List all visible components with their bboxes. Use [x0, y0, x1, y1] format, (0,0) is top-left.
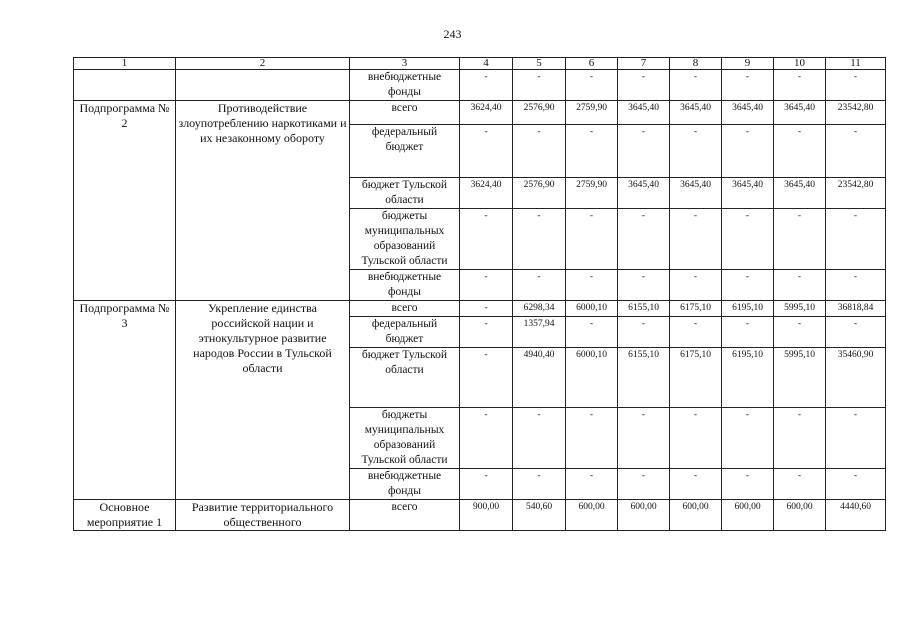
value-cell: 5995,10: [774, 348, 826, 408]
value-cell: -: [566, 469, 618, 500]
program-cell: Подпрограмма № 3: [74, 301, 176, 500]
value-cell: 6175,10: [670, 348, 722, 408]
program-cell-empty: [74, 70, 176, 101]
value-cell: -: [618, 317, 670, 348]
value-cell: 4440,60: [826, 500, 886, 531]
program-cell: Основное мероприятие 1: [74, 500, 176, 531]
value-cell: -: [722, 469, 774, 500]
program-title-cell: Противодействие злоупотреблению наркотиками и их незаконному обороту: [176, 101, 350, 301]
value-cell: 600,00: [670, 500, 722, 531]
value-cell: 6000,10: [566, 301, 618, 317]
value-cell: 5995,10: [774, 301, 826, 317]
value-cell: -: [774, 70, 826, 101]
value-cell: 600,00: [566, 500, 618, 531]
funding-source-cell: федеральный бюджет: [350, 317, 460, 348]
column-number-2: 2: [176, 58, 350, 70]
value-cell: -: [460, 209, 513, 270]
value-cell: 2759,90: [566, 101, 618, 125]
funding-source-cell: всего: [350, 101, 460, 125]
value-cell: -: [670, 209, 722, 270]
column-number-6: 6: [566, 58, 618, 70]
value-cell: 2576,90: [513, 101, 566, 125]
value-cell: 1357,94: [513, 317, 566, 348]
value-cell: 3645,40: [774, 101, 826, 125]
funding-source-cell: всего: [350, 301, 460, 317]
value-cell: -: [460, 408, 513, 469]
value-cell: -: [460, 469, 513, 500]
carry-over-row: [74, 70, 886, 101]
value-cell: 3645,40: [618, 101, 670, 125]
column-number-8: 8: [670, 58, 722, 70]
table-row: [74, 101, 886, 125]
value-cell: -: [566, 125, 618, 178]
value-cell: 3624,40: [460, 101, 513, 125]
funding-source-cell: федеральный бюджет: [350, 125, 460, 178]
value-cell: 35460,90: [826, 348, 886, 408]
value-cell: -: [618, 469, 670, 500]
value-cell: -: [460, 70, 513, 101]
funding-source-cell: бюджеты муниципальных образований Тульской области: [350, 408, 460, 469]
value-cell: -: [722, 270, 774, 301]
value-cell: -: [774, 317, 826, 348]
value-cell: -: [566, 317, 618, 348]
funding-source-cell: бюджеты муниципальных образований Тульской области: [350, 209, 460, 270]
value-cell: -: [774, 469, 826, 500]
value-cell: -: [513, 408, 566, 469]
value-cell: -: [826, 408, 886, 469]
value-cell: 600,00: [618, 500, 670, 531]
funding-source-cell: бюджет Тульской области: [350, 178, 460, 209]
value-cell: 3645,40: [722, 178, 774, 209]
column-number-1: 1: [74, 58, 176, 70]
column-number-10: 10: [774, 58, 826, 70]
value-cell: 3645,40: [618, 178, 670, 209]
value-cell: 900,00: [460, 500, 513, 531]
program-cell: Подпрограмма № 2: [74, 101, 176, 301]
value-cell: -: [513, 125, 566, 178]
value-cell: -: [826, 317, 886, 348]
value-cell: -: [826, 469, 886, 500]
value-cell: 6175,10: [670, 301, 722, 317]
value-cell: -: [460, 301, 513, 317]
value-cell: -: [460, 348, 513, 408]
value-cell: -: [460, 270, 513, 301]
value-cell: -: [670, 317, 722, 348]
value-cell: 600,00: [774, 500, 826, 531]
value-cell: 2576,90: [513, 178, 566, 209]
value-cell: -: [460, 125, 513, 178]
value-cell: 6155,10: [618, 301, 670, 317]
table-row: [74, 301, 886, 317]
value-cell: 3645,40: [670, 178, 722, 209]
value-cell: -: [566, 70, 618, 101]
value-cell: -: [826, 270, 886, 301]
value-cell: -: [513, 70, 566, 101]
column-number-9: 9: [722, 58, 774, 70]
value-cell: 3645,40: [774, 178, 826, 209]
value-cell: -: [618, 70, 670, 101]
page-number: 243: [443, 27, 462, 41]
value-cell: -: [670, 270, 722, 301]
funding-source-cell: внебюджетные фонды: [350, 270, 460, 301]
column-number-11: 11: [826, 58, 886, 70]
value-cell: -: [722, 209, 774, 270]
funding-source-cell: внебюджетные фонды: [350, 469, 460, 500]
value-cell: 23542,80: [826, 101, 886, 125]
value-cell: -: [722, 70, 774, 101]
value-cell: -: [670, 408, 722, 469]
value-cell: -: [722, 317, 774, 348]
value-cell: 36818,84: [826, 301, 886, 317]
column-number-7: 7: [618, 58, 670, 70]
source-cell: внебюджетные фонды: [350, 70, 460, 101]
value-cell: -: [774, 125, 826, 178]
value-cell: -: [670, 469, 722, 500]
funding-source-cell: бюджет Тульской области: [350, 348, 460, 408]
value-cell: 6195,10: [722, 348, 774, 408]
value-cell: -: [826, 209, 886, 270]
program-title-cell: Укрепление единства российской нации и этнокультурное развитие народов России в Тульской области: [176, 301, 350, 500]
value-cell: 3645,40: [670, 101, 722, 125]
value-cell: -: [826, 125, 886, 178]
value-cell: -: [566, 270, 618, 301]
value-cell: 2759,90: [566, 178, 618, 209]
column-number-3: 3: [350, 58, 460, 70]
value-cell: -: [774, 408, 826, 469]
value-cell: -: [566, 408, 618, 469]
value-cell: -: [722, 125, 774, 178]
value-cell: -: [670, 70, 722, 101]
budget-table: [73, 57, 886, 531]
program-title-cell: Развитие территориального общественного: [176, 500, 350, 531]
value-cell: -: [513, 270, 566, 301]
value-cell: 6195,10: [722, 301, 774, 317]
value-cell: 6000,10: [566, 348, 618, 408]
value-cell: 6155,10: [618, 348, 670, 408]
value-cell: -: [618, 209, 670, 270]
value-cell: -: [513, 209, 566, 270]
value-cell: -: [774, 209, 826, 270]
value-cell: -: [670, 125, 722, 178]
funding-source-cell: всего: [350, 500, 460, 531]
column-number-row: [74, 58, 886, 70]
column-number-4: 4: [460, 58, 513, 70]
value-cell: 23542,80: [826, 178, 886, 209]
value-cell: -: [460, 317, 513, 348]
value-cell: 540,60: [513, 500, 566, 531]
value-cell: -: [618, 125, 670, 178]
value-cell: -: [618, 408, 670, 469]
title-cell-empty: [176, 70, 350, 101]
value-cell: -: [774, 270, 826, 301]
value-cell: 600,00: [722, 500, 774, 531]
value-cell: -: [722, 408, 774, 469]
value-cell: -: [566, 209, 618, 270]
value-cell: 3624,40: [460, 178, 513, 209]
table-row: [74, 500, 886, 531]
value-cell: 3645,40: [722, 101, 774, 125]
value-cell: 6298,34: [513, 301, 566, 317]
value-cell: -: [618, 270, 670, 301]
value-cell: -: [513, 469, 566, 500]
value-cell: 4940,40: [513, 348, 566, 408]
value-cell: -: [826, 70, 886, 101]
column-number-5: 5: [513, 58, 566, 70]
